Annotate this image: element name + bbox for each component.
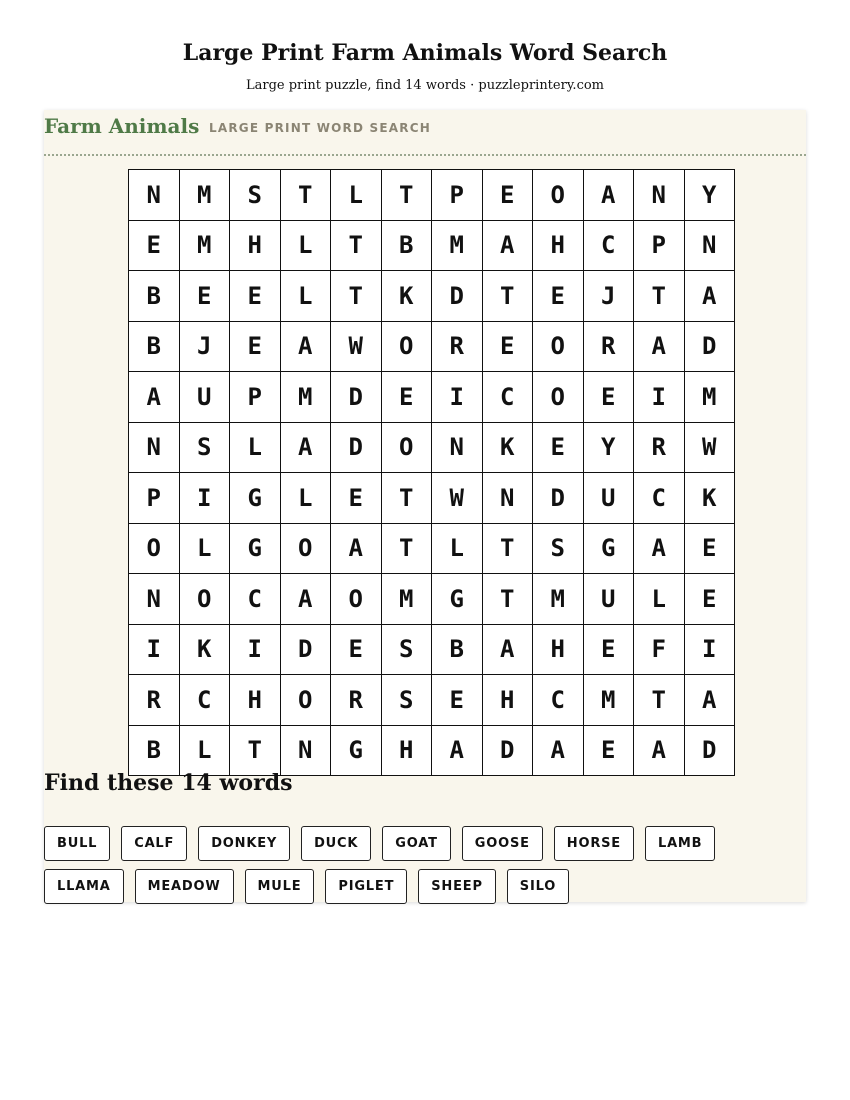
grid-cell: O — [280, 675, 331, 726]
grid-cell: L — [634, 574, 685, 625]
grid-cell: R — [634, 422, 685, 473]
grid-cell: F — [634, 624, 685, 675]
grid-row — [129, 220, 735, 271]
grid-cell: L — [331, 170, 382, 221]
word-list — [44, 826, 744, 904]
grid-cell: D — [482, 725, 533, 776]
grid-cell: J — [583, 271, 634, 322]
grid-cell: E — [482, 170, 533, 221]
word-chip: LAMB — [645, 826, 715, 861]
grid-cell: L — [280, 271, 331, 322]
grid-cell: H — [381, 725, 432, 776]
grid-cell: S — [381, 624, 432, 675]
grid-cell: T — [381, 170, 432, 221]
grid-cell: N — [482, 473, 533, 524]
grid-cell: E — [381, 372, 432, 423]
grid-cell: O — [280, 523, 331, 574]
grid-cell: T — [230, 725, 281, 776]
grid-cell: S — [179, 422, 230, 473]
grid-cell: J — [179, 321, 230, 372]
grid-cell: A — [280, 422, 331, 473]
grid-cell: E — [179, 271, 230, 322]
grid-cell: G — [230, 473, 281, 524]
grid-cell: E — [482, 321, 533, 372]
grid-cell: T — [482, 574, 533, 625]
grid-cell: T — [482, 523, 533, 574]
grid-cell: A — [432, 725, 483, 776]
grid-cell: E — [331, 624, 382, 675]
grid-cell: W — [331, 321, 382, 372]
grid-cell: B — [432, 624, 483, 675]
page-title: Large Print Farm Animals Word Search — [182, 40, 668, 66]
grid-cell: R — [129, 675, 180, 726]
grid-cell: T — [331, 220, 382, 271]
grid-cell: E — [533, 271, 584, 322]
grid-cell: W — [432, 473, 483, 524]
grid-cell: L — [280, 220, 331, 271]
grid-cell: I — [129, 624, 180, 675]
word-chip: HORSE — [554, 826, 634, 861]
grid-cell: N — [684, 220, 735, 271]
grid-cell: P — [230, 372, 281, 423]
word-chip: SILO — [507, 869, 569, 904]
grid-cell: C — [533, 675, 584, 726]
grid-cell: Y — [684, 170, 735, 221]
grid-cell: S — [533, 523, 584, 574]
grid-cell: B — [129, 725, 180, 776]
grid-cell: P — [432, 170, 483, 221]
grid-cell: L — [230, 422, 281, 473]
grid-cell: H — [533, 624, 584, 675]
grid-cell: Y — [583, 422, 634, 473]
grid-cell: M — [432, 220, 483, 271]
grid-row — [129, 473, 735, 524]
grid-cell: P — [634, 220, 685, 271]
word-chip: GOOSE — [462, 826, 543, 861]
grid-cell: T — [482, 271, 533, 322]
grid-cell: A — [634, 725, 685, 776]
grid-cell: E — [583, 725, 634, 776]
grid-cell: O — [533, 321, 584, 372]
grid-cell: O — [381, 321, 432, 372]
grid-cell: M — [533, 574, 584, 625]
grid-cell: H — [230, 675, 281, 726]
grid-cell: E — [684, 523, 735, 574]
grid-cell: I — [684, 624, 735, 675]
grid-cell: E — [583, 624, 634, 675]
page-subtitle: Large print puzzle, find 14 words · puzzleprintery.com — [245, 78, 605, 93]
grid-cell: O — [533, 170, 584, 221]
grid-cell: G — [230, 523, 281, 574]
word-chip: LLAMA — [44, 869, 124, 904]
grid-row — [129, 523, 735, 574]
grid-cell: L — [179, 725, 230, 776]
grid-cell: K — [684, 473, 735, 524]
grid-cell: E — [230, 321, 281, 372]
grid-cell: L — [432, 523, 483, 574]
grid-cell: T — [634, 675, 685, 726]
grid-cell: H — [482, 675, 533, 726]
grid-cell: A — [634, 523, 685, 574]
grid-cell: L — [179, 523, 230, 574]
grid-row — [129, 321, 735, 372]
grid-cell: B — [129, 271, 180, 322]
grid-cell: T — [381, 473, 432, 524]
grid-cell: E — [432, 675, 483, 726]
grid-row — [129, 271, 735, 322]
grid-cell: L — [280, 473, 331, 524]
grid-cell: G — [331, 725, 382, 776]
grid-cell: N — [432, 422, 483, 473]
grid-cell: T — [331, 271, 382, 322]
grid-cell: R — [432, 321, 483, 372]
grid-cell: K — [482, 422, 533, 473]
puzzle-tag: LARGE PRINT WORD SEARCH — [209, 121, 431, 135]
grid-cell: T — [280, 170, 331, 221]
word-chip: MEADOW — [135, 869, 234, 904]
grid-cell: C — [179, 675, 230, 726]
grid-cell: D — [331, 372, 382, 423]
grid-cell: C — [583, 220, 634, 271]
grid-cell: E — [533, 422, 584, 473]
grid-cell: A — [280, 574, 331, 625]
grid-cell: E — [230, 271, 281, 322]
grid-cell: T — [634, 271, 685, 322]
grid-cell: I — [179, 473, 230, 524]
grid-cell: U — [583, 574, 634, 625]
word-chip: CALF — [121, 826, 187, 861]
grid-cell: A — [482, 220, 533, 271]
grid-cell: U — [583, 473, 634, 524]
grid-cell: A — [583, 170, 634, 221]
grid-cell: C — [482, 372, 533, 423]
grid-cell: I — [230, 624, 281, 675]
grid-row — [129, 624, 735, 675]
grid-cell: T — [381, 523, 432, 574]
grid-cell: R — [331, 675, 382, 726]
word-chip: BULL — [44, 826, 110, 861]
puzzle-card — [44, 110, 806, 902]
letter-grid — [128, 169, 735, 776]
grid-cell: N — [280, 725, 331, 776]
grid-cell: O — [331, 574, 382, 625]
word-chip: SHEEP — [418, 869, 496, 904]
grid-cell: P — [129, 473, 180, 524]
grid-cell: D — [331, 422, 382, 473]
grid-cell: O — [533, 372, 584, 423]
grid-row — [129, 170, 735, 221]
grid-cell: O — [129, 523, 180, 574]
puzzle-title: Farm Animals — [44, 114, 200, 138]
grid-cell: I — [432, 372, 483, 423]
card-header — [44, 110, 806, 156]
grid-cell: A — [482, 624, 533, 675]
grid-cell: K — [179, 624, 230, 675]
grid-cell: E — [331, 473, 382, 524]
grid-cell: M — [179, 220, 230, 271]
grid-row — [129, 422, 735, 473]
grid-cell: G — [583, 523, 634, 574]
grid-cell: A — [684, 271, 735, 322]
grid-cell: M — [381, 574, 432, 625]
grid-cell: C — [634, 473, 685, 524]
word-chip: MULE — [245, 869, 315, 904]
grid-cell: D — [280, 624, 331, 675]
grid-cell: B — [129, 321, 180, 372]
grid-cell: N — [634, 170, 685, 221]
word-chip: DUCK — [301, 826, 371, 861]
grid-cell: C — [230, 574, 281, 625]
grid-cell: M — [583, 675, 634, 726]
grid-cell: M — [179, 170, 230, 221]
grid-cell: N — [129, 574, 180, 625]
grid-cell: W — [684, 422, 735, 473]
grid-cell: M — [684, 372, 735, 423]
grid-cell: M — [280, 372, 331, 423]
grid-cell: D — [684, 725, 735, 776]
grid-cell: U — [179, 372, 230, 423]
grid-cell: E — [583, 372, 634, 423]
grid-cell: S — [381, 675, 432, 726]
grid-cell: H — [533, 220, 584, 271]
grid-cell: D — [684, 321, 735, 372]
grid-cell: O — [381, 422, 432, 473]
grid-cell: S — [230, 170, 281, 221]
grid-cell: I — [634, 372, 685, 423]
grid-cell: H — [230, 220, 281, 271]
word-chip: GOAT — [382, 826, 451, 861]
grid-cell: A — [533, 725, 584, 776]
grid-cell: E — [129, 220, 180, 271]
grid-row — [129, 372, 735, 423]
grid-cell: K — [381, 271, 432, 322]
grid-cell: N — [129, 422, 180, 473]
grid-cell: A — [331, 523, 382, 574]
grid-cell: A — [280, 321, 331, 372]
grid-cell: A — [684, 675, 735, 726]
grid-cell: A — [129, 372, 180, 423]
word-chip: PIGLET — [325, 869, 407, 904]
grid-cell: N — [129, 170, 180, 221]
grid-row — [129, 675, 735, 726]
grid-row — [129, 574, 735, 625]
grid-cell: R — [583, 321, 634, 372]
grid-cell: G — [432, 574, 483, 625]
grid-cell: D — [533, 473, 584, 524]
grid-cell: D — [432, 271, 483, 322]
grid-cell: E — [684, 574, 735, 625]
grid-cell: O — [179, 574, 230, 625]
word-chip: DONKEY — [198, 826, 290, 861]
grid-cell: A — [634, 321, 685, 372]
word-list-heading: Find these 14 words — [44, 770, 293, 796]
grid-cell: B — [381, 220, 432, 271]
